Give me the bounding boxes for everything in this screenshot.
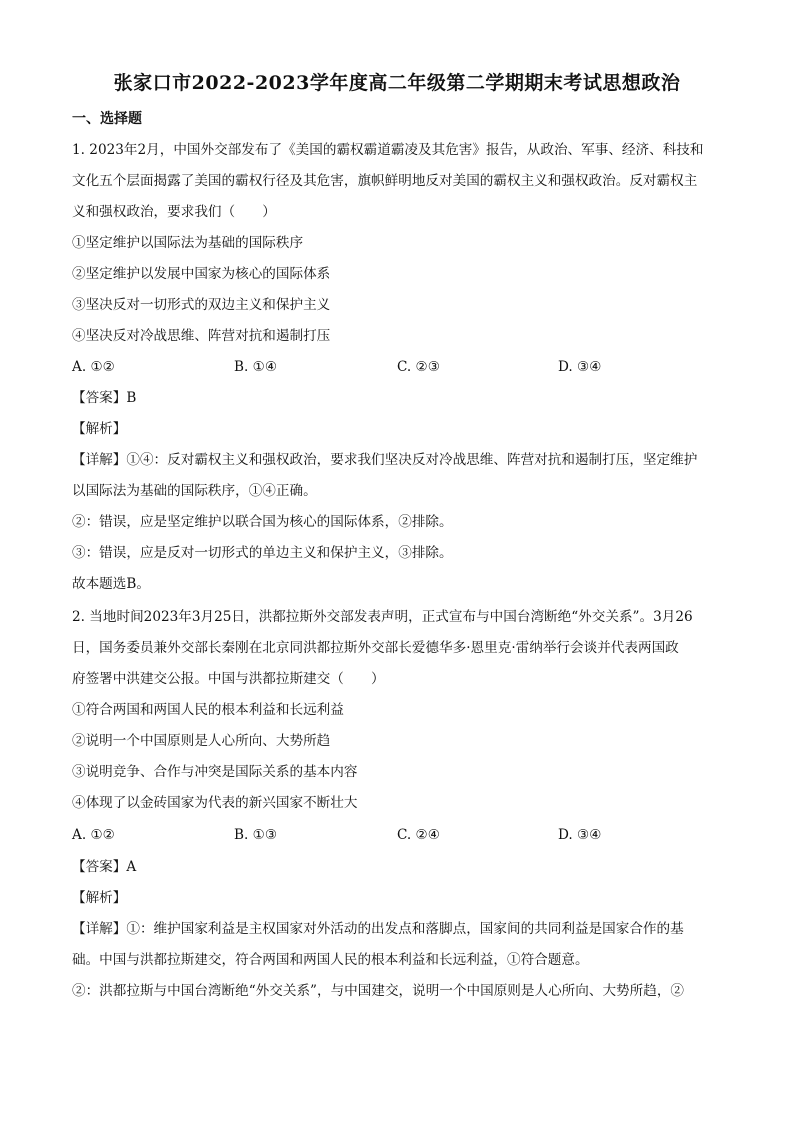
q2-detail-3: ②：洪都拉斯与中国台湾断绝“外交关系”，与中国建交，说明一个中国原则是人心所向、大势所趋，② [72,983,685,999]
q1-choice-2: ②坚定维护以发展中国家为核心的国际体系 [72,266,331,282]
q1-choice-3: ③坚决反对一切形式的双边主义和保护主义 [72,297,331,313]
q1-choice-4: ④坚决反对冷战思维、阵营对抗和遏制打压 [72,328,331,344]
q1-option-d: D. ③④ [558,359,602,375]
q1-line-1: 1. 2023年2月，中国外交部发布了《美国的霸权霸道霸凌及其危害》报告，从政治、军事、经济、科技和 [72,142,704,158]
page-title: 张家口市2022-2023学年度高二年级第二学期期末考试思想政治 [113,72,681,94]
q2-choice-2: ②说明一个中国原则是人心所向、大势所趋 [72,733,331,749]
q2-choice-3: ③说明竞争、合作与冲突是国际关系的基本内容 [72,764,358,780]
q1-option-c: C. ②③ [397,359,440,375]
q2-analysis-label: 【解析】 [72,890,127,906]
q1-line-3: 义和强权政治，要求我们（ ） [72,204,276,220]
q2-option-b: B. ①③ [234,827,278,843]
q2-option-a: A. ①② [72,827,115,843]
q1-choice-1: ①坚定维护以国际法为基础的国际秩序 [72,235,304,251]
q1-option-b: B. ①④ [234,359,278,375]
q2-line-3: 府签署中洪建交公报。中国与洪都拉斯建交（ ） [72,671,385,687]
q1-detail-3: ②：错误，应是坚定维护以联合国为核心的国际体系，②排除。 [72,514,453,530]
q2-choice-4: ④体现了以金砖国家为代表的新兴国家不断壮大 [72,795,358,811]
q1-line-2: 文化五个层面揭露了美国的霸权行径及其危害，旗帜鲜明地反对美国的霸权主义和强权政治。反对霸权主 [72,173,698,189]
q2-line-2: 日，国务委员兼外交部长秦刚在北京同洪都拉斯外交部长爱德华多·恩里克·雷纳举行会谈并代表两国政 [72,640,679,656]
q1-detail-5: 故本题选B。 [72,576,150,592]
q2-answer: 【答案】A [72,859,137,875]
q1-option-a: A. ①② [72,359,115,375]
q2-option-d: D. ③④ [558,827,602,843]
q2-option-c: C. ②④ [397,827,440,843]
q2-choice-1: ①符合两国和两国人民的根本利益和长远利益 [72,702,344,718]
q1-analysis-label: 【解析】 [72,421,127,437]
q1-detail-1: 【详解】①④：反对霸权主义和强权政治，要求我们坚决反对冷战思维、阵营对抗和遏制打压，坚定维护 [72,452,698,468]
q2-detail-1: 【详解】①：维护国家利益是主权国家对外活动的出发点和落脚点，国家间的共同利益是国家合作的基 [72,921,684,937]
q1-detail-2: 以国际法为基础的国际秩序，①④正确。 [72,483,317,499]
q2-line-1: 2. 当地时间2023年3月25日，洪都拉斯外交部发表声明，正式宣布与中国台湾断绝“外交关系”。3月26 [72,609,693,625]
q1-answer: 【答案】B [72,390,137,406]
section-heading: 一、选择题 [72,111,142,127]
q2-detail-2: 础。中国与洪都拉斯建交，符合两国和两国人民的根本利益和长远利益，①符合题意。 [72,952,589,968]
q1-detail-4: ③：错误，应是反对一切形式的单边主义和保护主义，③排除。 [72,545,453,561]
